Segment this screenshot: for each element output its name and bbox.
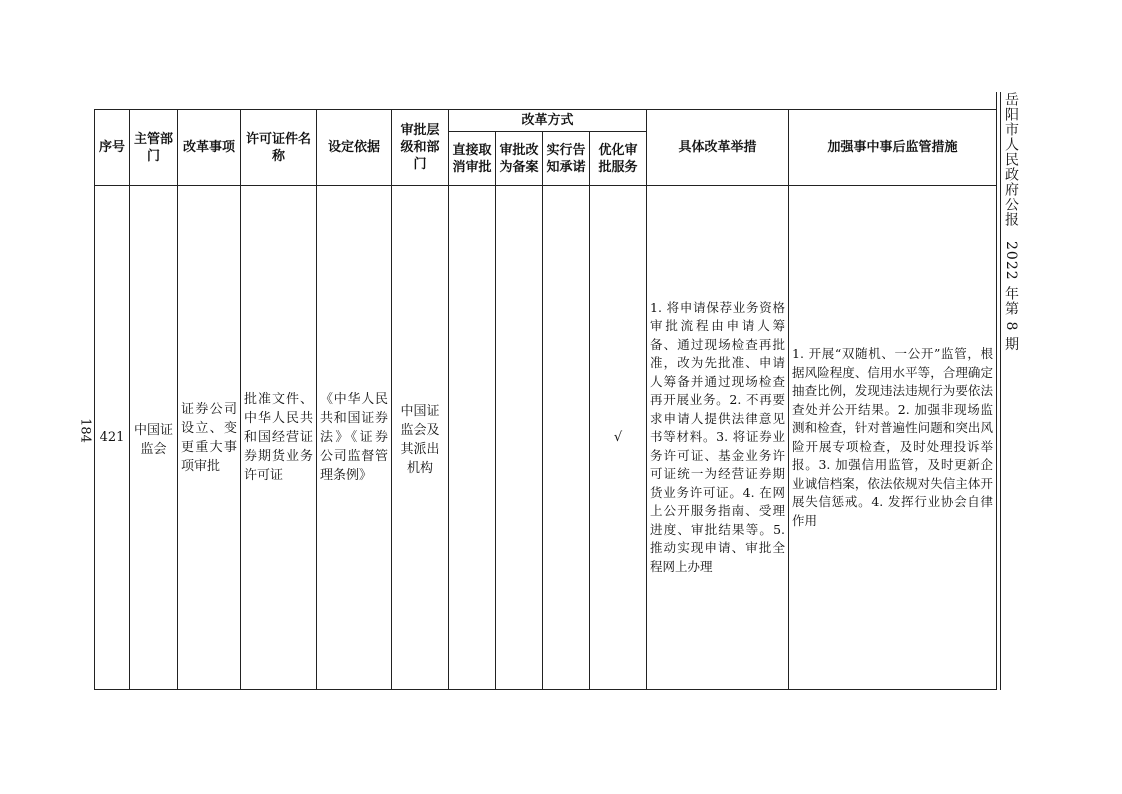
cell-basis: 《中华人民共和国证券法》《证券公司监督管理条例》 — [317, 186, 392, 690]
cell-seq: 421 — [95, 186, 130, 690]
cell-license: 批准文件、中华人民共和国经营证券期货业务许可证 — [241, 186, 317, 690]
header-item: 改革事项 — [178, 110, 241, 186]
cell-dept: 中国证监会 — [130, 186, 178, 690]
header-basis: 设定依据 — [317, 110, 392, 186]
header-supervision: 加强事中事后监管措施 — [789, 110, 997, 186]
cell-method-optimize: √ — [590, 186, 647, 690]
issue-label: 2022 年第 8 期 — [1003, 241, 1019, 352]
publication-title: 岳阳市人民政府公报 — [1003, 92, 1019, 227]
header-method-group: 改革方式 — [449, 110, 647, 132]
running-header — [1001, 92, 1021, 352]
cell-level: 中国证监会及其派出机构 — [392, 186, 449, 690]
cell-measures: 1. 将申请保荐业务资格审批流程由申请人筹备、通过现场检查再批准，改为先批准、申请人筹备并通过现场检查再开展业务。2. 不再要求申请人提供法律意见书等材料。3. 将证券业务许可证、基金业务许可证统一为经营证券期货业务许可证。4. 在网上公开服务指南、受理进度、审批结果等。5. 推动实现申请、审批全程网上办理 — [647, 186, 789, 690]
header-measures: 具体改革举措 — [647, 110, 789, 186]
header-level: 审批层级和部门 — [392, 110, 449, 186]
cell-item: 证券公司设立、变更重大事项审批 — [178, 186, 241, 690]
header-method-commit: 实行告知承诺 — [543, 132, 590, 186]
page-number: 184 — [77, 418, 93, 443]
header-method-optimize: 优化审批服务 — [590, 132, 647, 186]
reform-table — [94, 109, 997, 690]
header-dept: 主管部门 — [130, 110, 178, 186]
table-row — [95, 186, 997, 690]
cell-method-cancel — [449, 186, 496, 690]
cell-method-commit — [543, 186, 590, 690]
cell-supervision: 1. 开展“双随机、一公开”监管，根据风险程度、信用水平等，合理确定抽查比例，发现违法违规行为要依法查处并公开结果。2. 加强非现场监测和检查，针对普遍性问题和突出风险开展专项检查，及时处理投诉举报。3. 加强信用监管，及时更新企业诚信档案，依法依规对失信主体开展失信惩戒。4. 发挥行业协会自律作用 — [789, 186, 997, 690]
header-method-cancel: 直接取消审批 — [449, 132, 496, 186]
cell-method-filing — [496, 186, 543, 690]
header-license: 许可证件名称 — [241, 110, 317, 186]
header-method-filing: 审批改为备案 — [496, 132, 543, 186]
header-seq: 序号 — [95, 110, 130, 186]
